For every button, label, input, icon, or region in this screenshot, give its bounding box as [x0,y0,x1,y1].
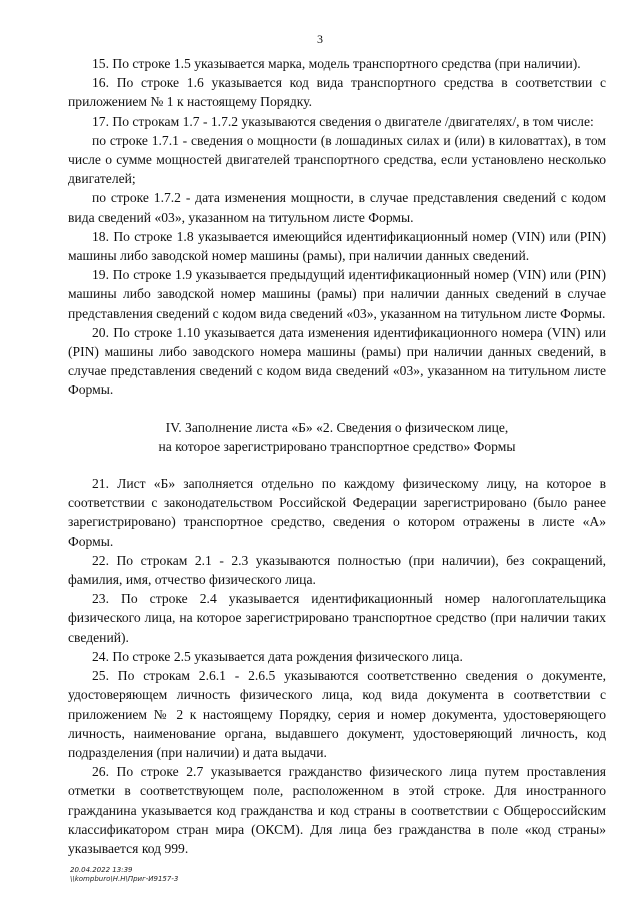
paragraph-24: 24. По строке 2.5 указывается дата рождения физического лица. [92,648,463,664]
paragraph-18: 18. По строке 1.8 указывается имеющийся идентификационный номер (VIN) или (PIN) машины либо заводской номер машины (рамы), при наличии данных сведений. [68,228,606,264]
paragraph-21: 21. Лист «Б» заполняется отдельно по каждому физическому лицу, на которое в соответствии с законодательством Российской Федерации зарегистрировано (было ранее зарегистрировано) транспортное средство, сведения о котором отражены в листе «А» Формы. [68,476,606,549]
paragraph-17: 17. По строкам 1.7 - 1.7.2 указываются сведения о двигателе /двигателях/, в том числе: [92,113,594,129]
document-body [68,54,606,858]
paragraph-25: 25. По строкам 2.6.1 - 2.6.5 указываются соответственно сведения о документе, удостоверяющем личность физического лица, код вида документа в соответствии с приложением № 2 к настоящему Порядку, серия и номер документа, удостоверяющего личность, наименование органа, выдавшего документ, удостоверяющий личность, код подразделения (при наличии) и дата выдачи. [68,668,606,760]
paragraph-23: 23. По строке 2.4 указывается идентификационный номер налогоплательщика физического лица, на которое зарегистрировано транспортное средство (при наличии таких сведений). [68,591,606,645]
paragraph-16: 16. По строке 1.6 указывается код вида транспортного средства в соответствии с приложением № 1 к настоящему Порядку. [68,75,606,110]
paragraph-17-2: по строке 1.7.2 - дата изменения мощности, в случае представления сведений с кодом вида сведений «03», указанном на титульном листе Формы. [68,190,606,225]
paragraph-19: 19. По строке 1.9 указывается предыдущий идентификационный номер (VIN) или (PIN) машины либо заводской номер машины (рамы) при наличии данных сведений в случае представления сведений с кодом вида сведений «03», указанном на титульном листе Формы. [68,267,606,321]
section-heading-line-1: IV. Заполнение листа «Б» «2. Сведения о физическом лице, [165,419,509,435]
footer-file-path: \\kompburo\Н.Н\Приг-И9157-3 [70,875,179,883]
paragraph-26: 26. По строке 2.7 указывается гражданство физического лица путем проставления отметки в соответствующем поле, расположенном в этой строке. Для иностранного гражданина указывается код гражданства и код страны в соответствии с Общероссийским классификатором стран мира (ОКСМ). Для лица без гражданства в поле «код страны» указывается код 999. [68,764,606,856]
paragraph-20: 20. По строке 1.10 указывается дата изменения идентификационного номера (VIN) или (PIN) машины либо заводского номера машины (рамы) при наличии данных сведений, в случае представления сведений с кодом вида сведений «03», указанном на титульном листе Формы. [68,324,606,398]
paragraph-22: 22. По строкам 2.1 - 2.3 указываются полностью (при наличии), без сокращений, фамилия, имя, отчество физического лица. [68,552,606,588]
paragraph-15: 15. По строке 1.5 указывается марка, модель транспортного средства (при наличии). [92,56,581,71]
section-heading-line-2: на которое зарегистрировано транспортное средство» Формы [158,438,516,454]
page-number: 3 [317,32,323,46]
section-heading [68,418,606,456]
paragraph-17-1: по строке 1.7.1 - сведения о мощности (в лошадиных силах и (или) в киловаттах), в том числе о сумме мощностей двигателей транспортного средства, если установлено несколько двигателей; [68,132,606,187]
footer-stamp [70,866,178,884]
footer-date: 20.04.2022 13:39 [70,866,133,874]
